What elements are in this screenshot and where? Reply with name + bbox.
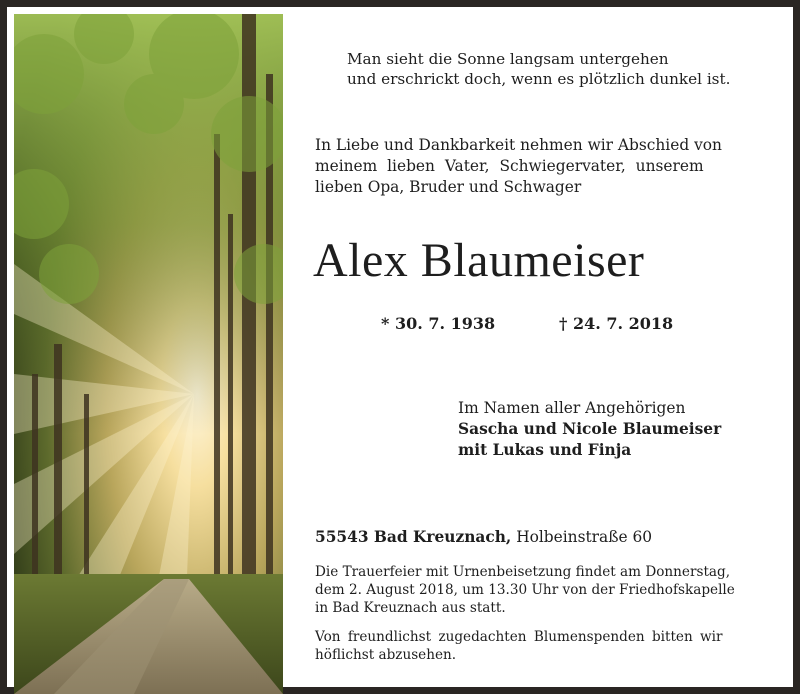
life-dates [381,313,701,335]
farewell-intro [315,135,747,198]
address [315,527,755,548]
service-line: dem 2. August 2018, um 13.30 Uhr von der Friedhofskapelle [315,582,735,598]
intro-line: In Liebe und Dankbarkeit nehmen wir Abschied von [315,136,722,154]
flowers-request [315,628,751,664]
intro-line: meinem lieben Vater, Schwiegervater, unserem [315,157,704,175]
motto-line: Man sieht die Sonne langsam untergehen [347,50,669,68]
motto-line: und erschrickt doch, wenn es plötzlich dunkel ist. [347,70,731,88]
family-intro: Im Namen aller Angehörigen [458,399,686,417]
intro-line: lieben Opa, Bruder und Schwager [315,178,582,196]
flowers-line: Von freundlichst zugedachten Blumenspenden bitten wir [315,629,723,645]
motto-quote [347,49,737,89]
family-names: Sascha und Nicole Blaumeiser [458,420,722,438]
deceased-name: Alex Blaumeiser [313,234,645,287]
death-date: † 24. 7. 2018 [559,314,674,333]
funeral-service-info [315,563,751,617]
address-street: Holbeinstraße 60 [511,528,653,546]
service-line: Die Trauerfeier mit Urnenbeisetzung findet am Donnerstag, [315,564,731,580]
forest-sunlight-photo [14,14,283,694]
family-children: mit Lukas und Finja [458,441,632,459]
flowers-line: höflichst abzusehen. [315,647,457,663]
address-city: 55543 Bad Kreuznach, [315,528,512,546]
service-line: in Bad Kreuznach aus statt. [315,600,506,616]
family-signature [458,398,758,461]
birth-date: * 30. 7. 1938 [381,314,496,333]
